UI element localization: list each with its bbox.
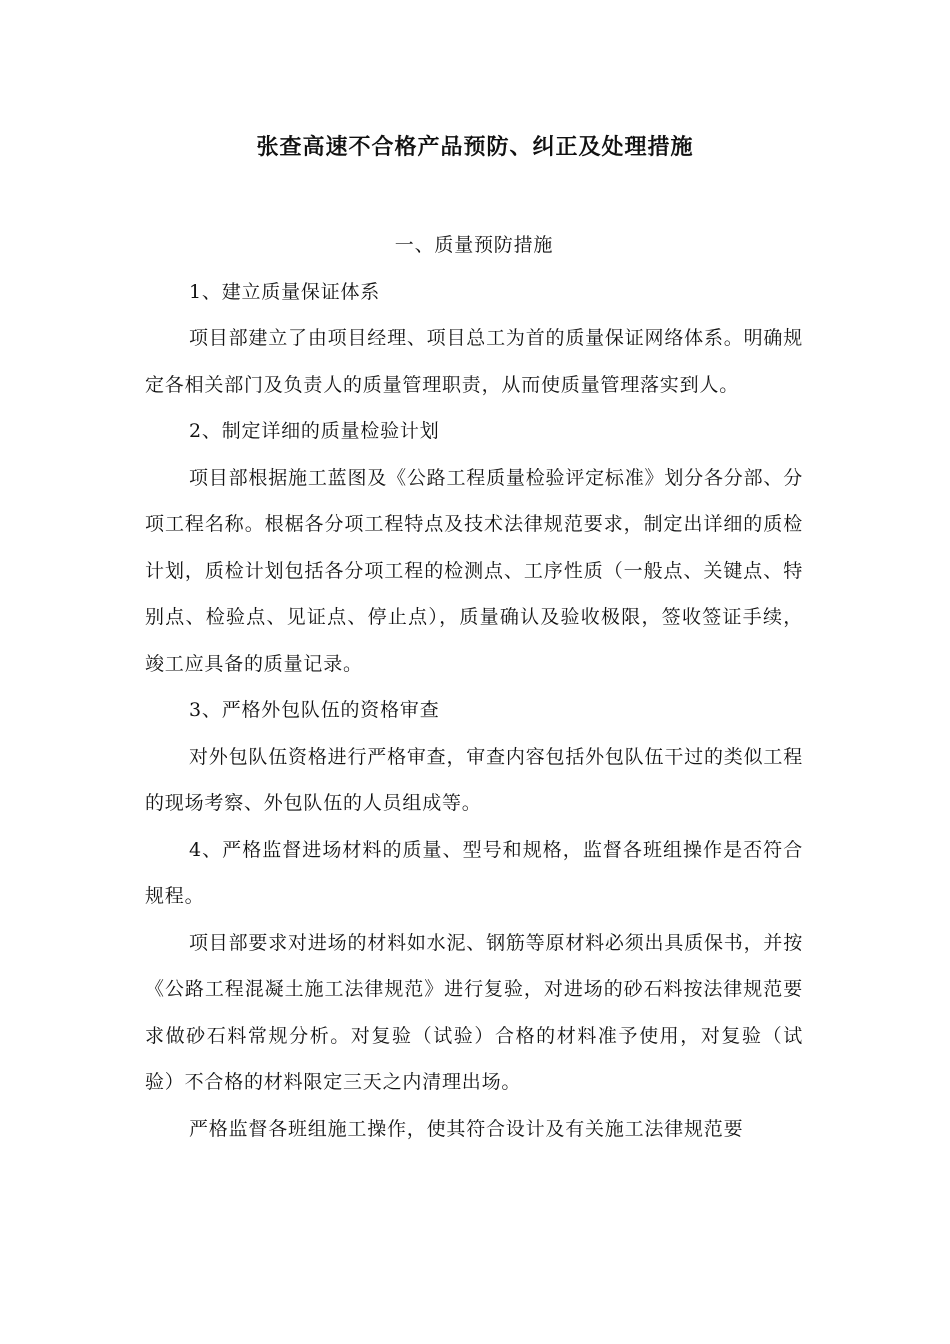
document-title: 张查高速不合格产品预防、纠正及处理措施 [256, 134, 694, 160]
subheading-1: 1、建立质量保证体系 [189, 280, 381, 303]
document-body [145, 222, 803, 1152]
subheading-3: 3、严格外包队伍的资格审查 [189, 699, 440, 721]
paragraph-2: 项目部根据施工蓝图及《公路工程质量检验评定标准》划分各分部、分项工程名称。根椐各分项工程特点及技术法律规范要求，制定出详细的质检计划，质检计划包括各分项工程的检测点、工序性质（一般点、关键点、特别点、检验点、见证点、停止点），质量确认及验收极限，签收签证手续，竣工应具备的质量记录。 [145, 466, 803, 675]
section-heading: 一、质量预防措施 [394, 234, 554, 256]
subheading-2: 2、制定详细的质量检验计划 [189, 420, 440, 442]
paragraph-5: 严格监督各班组施工操作，使其符合设计及有关施工法律规范要 [189, 1117, 744, 1140]
paragraph-4: 项目部要求对进场的材料如水泥、钢筋等原材料必须出具质保书，并按《公路工程混凝土施工法律规范》进行复验，对进场的砂石料按法律规范要求做砂石料常规分析。对复验（试验）合格的材料准予使用，对复验（试验）不合格的材料限定三天之内清理出场。 [145, 931, 803, 1093]
paragraph-3: 对外包队伍资格进行严格审查，审查内容包括外包队伍干过的类似工程的现场考察、外包队伍的人员组成等。 [145, 745, 803, 814]
subheading-4: 4、严格监督进场材料的质量、型号和规格，监督各班组操作是否符合规程。 [145, 838, 803, 907]
paragraph-1: 项目部建立了由项目经理、项目总工为首的质量保证网络体系。明确规定各相关部门及负责人的质量管理职责，从而使质量管理落实到人。 [145, 327, 803, 396]
